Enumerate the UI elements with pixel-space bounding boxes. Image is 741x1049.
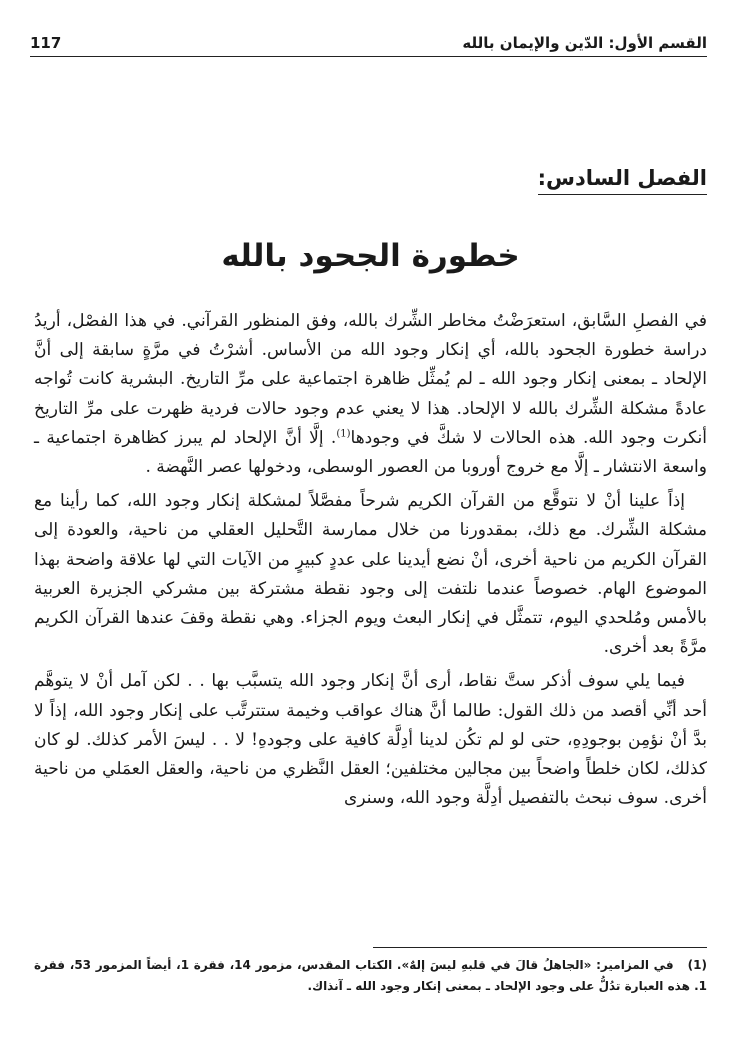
paragraph-3: فيما يلي سوف أذكر ستَّ نقاط، أرى أنَّ إنكار وجود الله يتسبَّب بها . . لكن آمل أنْ لا يتوهَّم أحد أنِّي أقصد من ذلك القول: طالما أنَّ هناك عواقب وخيمة ستترتَّب على إنكار وجود الله، إذاً لا بدَّ أنْ نؤمِن بوجودِهِ، حتى لو لم تكُن لدينا أدِلَّة كافية على وجودهِ! لا . . ليسَ الأمر كذلك. لو كان كذلك، لكان خلطاً واضحاً بين مجالين مختلفين؛ العقل النَّظري من ناحية، والعقل العمَلي من ناحية أخرى. سوف نبحث بالتفصيل أدِلَّة وجود الله، وسنرى <box>34 671 707 809</box>
body-text <box>34 307 707 818</box>
footnote-number: (1) <box>687 958 707 972</box>
footnotes <box>34 955 707 997</box>
footnote-reference[interactable]: (1) <box>336 428 351 440</box>
page-number: 117 <box>30 34 62 52</box>
chapter-label: الفصل السادس: <box>538 166 707 195</box>
paragraph-1-part-b: . إلَّا أنَّ الإلحاد لم يبرز كظاهرة اجتماعية ـ واسعة الانتشار ـ إلَّا مع خروج أوروبا من العصور الوسطى، ودخولها عصر النَّهضة . <box>34 427 707 478</box>
footnote-text: في المزامير: «الجاهلُ قالَ في قلبهِ ليسَ إلهٌ». الكتاب المقدس، مزمور 14، فقرة 1، أيضاً المزمور 53، فقرة 1. هذه العبارة تدُلُّ على وجود الإلحاد ـ بمعنى إنكار وجود الله ـ آنذاك. <box>34 958 707 993</box>
running-header <box>30 22 707 57</box>
running-title: القسم الأول: الدّين والإيمان بالله <box>462 34 707 52</box>
chapter-title: خطورة الجحود بالله <box>221 238 520 274</box>
footnote-divider <box>373 947 707 948</box>
paragraph-2: إذاً علينا أنْ لا نتوقَّع من القرآن الكريم شرحاً مفصَّلاً لمشكلة إنكار وجود الله، كما رأينا مع مشكلة الشِّرك. مع ذلك، بمقدورنا من خلال ممارسة التَّحليل العقلي من ناحية، والعودة إلى القرآن الكريم من ناحية أخرى، أنْ نضع أيدينا على عددٍ كبيرٍ من الآيات التي لها علاقة واضحة بهذا الموضوع الهام. خصوصاً عندما نلتفت إلى وجود نقطة مشتركة بين مشركي الجزيرة العربية بالأمس ومُلحدي اليوم، تتمثَّل في إنكار البعث ويوم الجزاء. وهي نقطة وقفَ عندها القرآن الكريم مرَّةً بعد أخرى. <box>34 491 707 658</box>
paragraph-1-part-a: في الفصلِ السَّابق، استعرَضْتُ مخاطر الشِّرك بالله، وفق المنظور القرآني. في هذا الفصْل، أريدُ دراسة خطورة الجحود بالله، أي إنكار وجود الله من الأساس. أشرْتُ في مرَّةٍ سابقة إلى أنَّ الإلحاد ـ بمعنى إنكار وجود الله ـ لم يُمثِّل ظاهرة اجتماعية على مرِّ التاريخ. البشرية كانت تُواجه عادةً مشكلة الشِّرك بالله لا الإلحاد. هذا لا يعني عدم وجود حالات فردية ظهرت على مرِّ التاريخ أنكرت وجود الله. هذه الحالات لا شكَّ في وجودها <box>34 311 708 448</box>
paragraph-1 <box>34 307 707 482</box>
